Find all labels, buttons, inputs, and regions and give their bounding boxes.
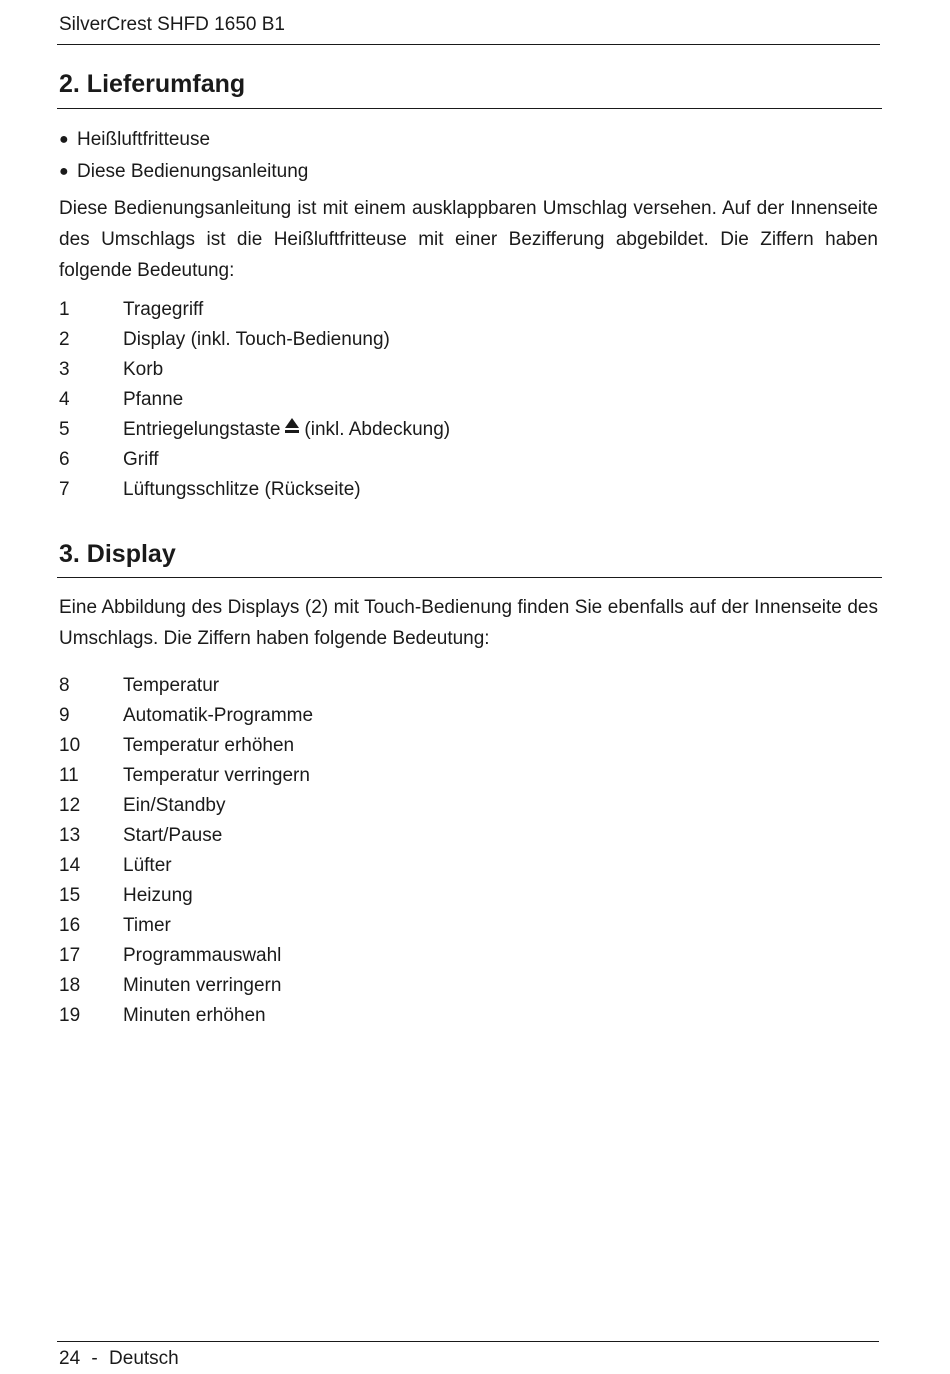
item-number: 7 xyxy=(59,479,70,500)
item-label: Griff xyxy=(123,449,159,470)
item-number: 6 xyxy=(59,449,70,470)
display-paragraph: Eine Abbildung des Displays (2) mit Touch-Bedienung finden Sie ebenfalls auf der Innenseite des Umschlags. Die Ziffern haben folgende Bedeutung: xyxy=(59,597,878,649)
list-item xyxy=(59,701,313,731)
item-label: Temperatur xyxy=(123,675,220,696)
list-item xyxy=(59,415,450,445)
item-number: 3 xyxy=(59,359,70,380)
item-label: Display (inkl. Touch-Bedienung) xyxy=(123,329,390,350)
header-divider xyxy=(57,44,880,45)
list-item xyxy=(59,156,308,188)
list-item xyxy=(59,385,450,415)
bullet-text: Heißluftfritteuse xyxy=(77,129,211,150)
item-number: 2 xyxy=(59,329,70,350)
section-divider xyxy=(57,108,882,109)
list-item xyxy=(59,761,313,791)
list-item xyxy=(59,325,450,355)
item-label: Korb xyxy=(123,359,164,380)
list-item xyxy=(59,731,313,761)
item-number: 8 xyxy=(59,675,70,696)
section-heading-lieferumfang: 2. Lieferumfang xyxy=(59,70,246,98)
bullet-icon: ● xyxy=(59,131,69,148)
bullet-list xyxy=(59,124,308,188)
item-number: 18 xyxy=(59,975,81,996)
item-label: Lüftungsschlitze (Rückseite) xyxy=(123,479,361,500)
item-label: Minuten erhöhen xyxy=(123,1005,266,1026)
item-label: Tragegriff xyxy=(123,299,204,320)
item-number: 14 xyxy=(59,855,81,876)
page-footer xyxy=(59,1346,179,1372)
item-number: 1 xyxy=(59,299,70,320)
list-item xyxy=(59,881,313,911)
page-header: SilverCrest SHFD 1650 B1 xyxy=(59,14,285,35)
item-label: Automatik-Programme xyxy=(123,705,314,726)
item-label: Entriegelungstaste xyxy=(123,419,281,440)
display-list xyxy=(59,671,313,1031)
item-label: Minuten verringern xyxy=(123,975,282,996)
item-label: Start/Pause xyxy=(123,825,223,846)
list-item xyxy=(59,821,313,851)
section-heading-display: 3. Display xyxy=(59,540,176,568)
item-label: Timer xyxy=(123,915,171,936)
item-label: Heizung xyxy=(123,885,193,906)
item-number: 10 xyxy=(59,735,81,756)
list-item xyxy=(59,671,313,701)
list-item xyxy=(59,791,313,821)
item-number: 4 xyxy=(59,389,70,410)
list-item xyxy=(59,124,308,156)
list-item xyxy=(59,971,313,1001)
list-item xyxy=(59,475,450,505)
bullet-icon: ● xyxy=(59,163,69,180)
parts-list xyxy=(59,295,450,505)
item-number: 12 xyxy=(59,795,81,816)
item-number: 15 xyxy=(59,885,81,906)
list-item xyxy=(59,355,450,385)
section-divider xyxy=(57,577,882,578)
item-number: 5 xyxy=(59,419,70,440)
item-label: Programmauswahl xyxy=(123,945,282,966)
list-item xyxy=(59,295,450,325)
item-label-suffix: (inkl. Abdeckung) xyxy=(304,419,451,440)
bullet-text: Diese Bedienungsanleitung xyxy=(77,161,309,182)
list-item xyxy=(59,941,313,971)
item-number: 13 xyxy=(59,825,81,846)
item-number: 16 xyxy=(59,915,81,936)
list-item xyxy=(59,445,450,475)
item-label: Ein/Standby xyxy=(123,795,226,816)
item-number: 11 xyxy=(59,765,79,786)
item-label: Temperatur verringern xyxy=(123,765,310,786)
item-label: Lüfter xyxy=(123,855,172,876)
item-label: Pfanne xyxy=(123,389,184,410)
footer-language: Deutsch xyxy=(109,1348,179,1369)
item-number: 9 xyxy=(59,705,70,726)
item-number: 19 xyxy=(59,1005,81,1026)
list-item xyxy=(59,911,313,941)
intro-paragraph: Diese Bedienungsanleitung ist mit einem ausklappbaren Umschlag versehen. Auf der Innenseite des Umschlags ist die Heißluftfritteuse mit einer Bezifferung abgebildet. Die Ziffern haben folgende Bedeutung: xyxy=(59,198,878,281)
footer-divider xyxy=(57,1341,879,1342)
list-item xyxy=(59,851,313,881)
page-number: 24 xyxy=(59,1348,81,1369)
item-number: 17 xyxy=(59,945,81,966)
item-label: Temperatur erhöhen xyxy=(123,735,295,756)
eject-icon xyxy=(284,415,300,445)
list-item xyxy=(59,1001,313,1031)
footer-separator: - xyxy=(91,1348,98,1369)
